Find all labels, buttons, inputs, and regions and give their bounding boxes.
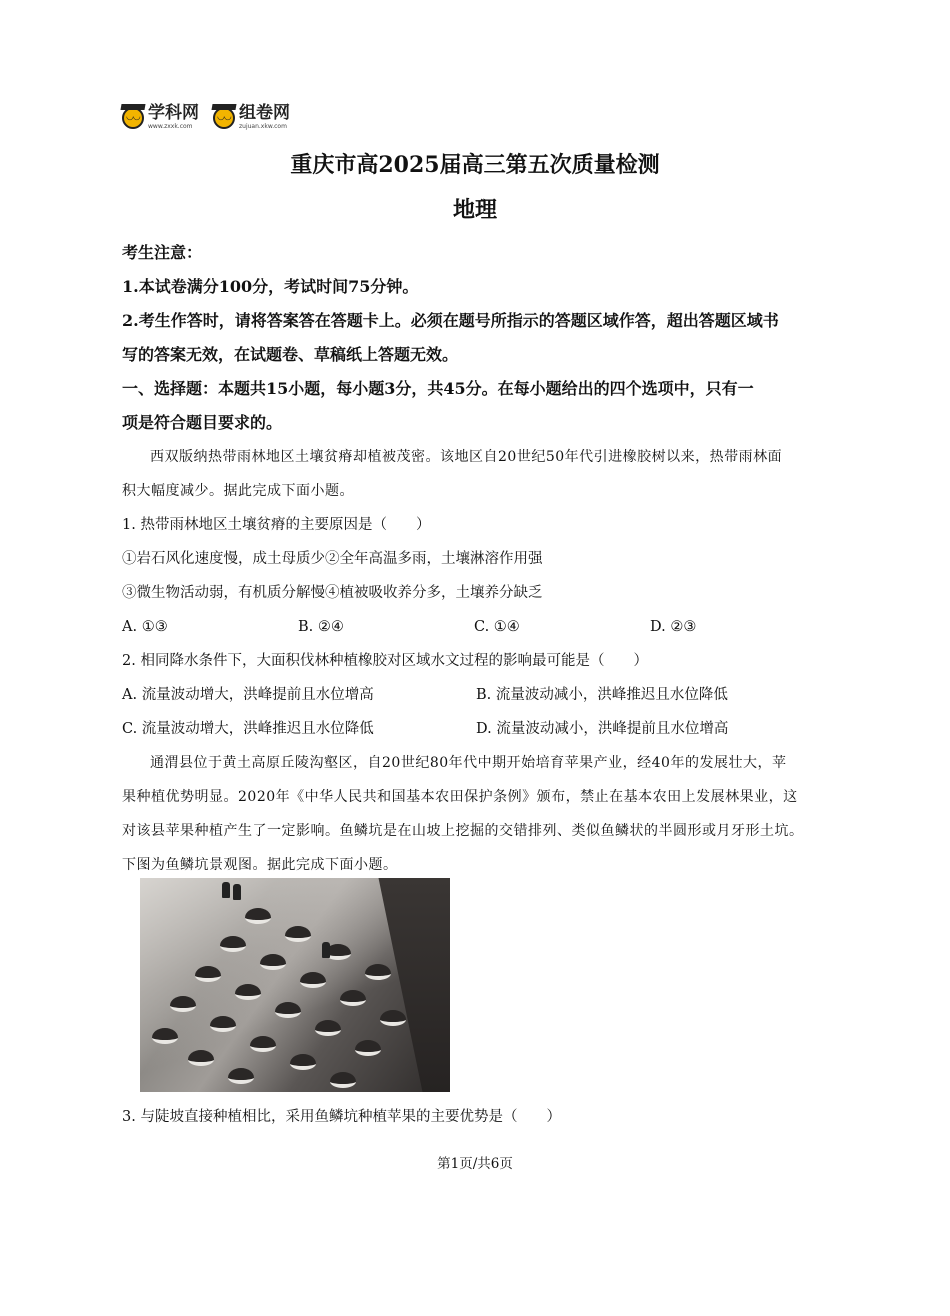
passage-2-line-1: 通渭县位于黄土高原丘陵沟壑区，自20世纪80年代中期开始培育苹果产业，经40年的发展壮大，苹 xyxy=(150,755,787,771)
question-1-statements-1: ①岩石风化速度慢，成土母质少②全年高温多雨，土壤淋溶作用强 xyxy=(122,551,543,567)
question-1-options xyxy=(122,610,832,644)
header-logos xyxy=(122,105,290,130)
question-1-statements-2: ③微生物活动弱，有机质分解慢④植被吸收养分多，土壤养分缺乏 xyxy=(122,585,543,601)
passage-1-line-2: 积大幅度减少。据此完成下面小题。 xyxy=(122,483,354,499)
passage-2-line-3: 对该县苹果种植产生了一定影响。鱼鳞坑是在山坡上挖掘的交错排列、类似鱼鳞状的半圆形或月牙形土坑。 xyxy=(122,823,804,839)
exam-title: 重庆市高2025届高三第五次质量检测 xyxy=(290,152,660,178)
option-a: A. 流量波动增大，洪峰提前且水位增高 xyxy=(122,687,374,703)
question-2-options xyxy=(122,678,832,746)
notice-item-1: 1.本试卷满分100分，考试时间75分钟。 xyxy=(122,277,419,296)
graduate-cap-icon xyxy=(122,107,144,129)
passage-2-line-2: 果种植优势明显。2020年《中华人民共和国基本农田保护条例》颁布，禁止在基本农田上发展林果业，这 xyxy=(122,789,798,805)
section-heading-line-1: 一、选择题：本题共15小题，每小题3分，共45分。在每小题给出的四个选项中，只有一 xyxy=(122,379,754,398)
question-3 xyxy=(122,1100,832,1134)
question-2-stem: 2. 相同降水条件下，大面积伐林种植橡胶对区域水文过程的影响最可能是（ ） xyxy=(122,653,648,669)
option-d: D. 流量波动减小，洪峰提前且水位增高 xyxy=(476,721,729,737)
logo-name: 组卷网 xyxy=(239,103,290,123)
section-heading-line-2: 项是符合题目要求的。 xyxy=(122,413,283,432)
logo-url: www.zxxk.com xyxy=(148,123,193,130)
option-c: C. 流量波动增大，洪峰推迟且水位降低 xyxy=(122,721,374,737)
logo-name: 学科网 xyxy=(148,103,199,123)
logo-url: zujuan.xkw.com xyxy=(239,123,287,130)
logo-zujuanwang xyxy=(213,105,290,130)
page-footer: 第1页/共6页 xyxy=(437,1156,513,1172)
option-b: B. ②④ xyxy=(298,619,344,635)
exam-subject: 地理 xyxy=(452,197,497,223)
passage-1-line-1: 西双版纳热带雨林地区土壤贫瘠却植被茂密。该地区自20世纪50年代引进橡胶树以来，热带雨林面 xyxy=(150,449,783,465)
notice-item-2-line-2: 写的答案无效，在试题卷、草稿纸上答题无效。 xyxy=(122,345,459,364)
notice-heading: 考生注意： xyxy=(122,243,203,262)
option-a: A. ①③ xyxy=(122,619,168,635)
graduate-cap-icon xyxy=(213,107,235,129)
question-1-stem: 1. 热带雨林地区土壤贫瘠的主要原因是（ ） xyxy=(122,517,431,533)
fish-scale-pit-photo xyxy=(140,878,450,1092)
exam-content xyxy=(122,236,832,882)
logo-xuekewang xyxy=(122,105,199,130)
notice-item-2-line-1: 2.考生作答时，请将答案答在答题卡上。必须在题号所指示的答题区域作答，超出答题区域书 xyxy=(122,311,779,330)
option-d: D. ②③ xyxy=(650,619,697,635)
question-3-stem: 3. 与陡坡直接种植相比，采用鱼鳞坑种植苹果的主要优势是（ ） xyxy=(122,1109,561,1125)
option-c: C. ①④ xyxy=(474,619,520,635)
passage-2-line-4: 下图为鱼鳞坑景观图。据此完成下面小题。 xyxy=(122,857,398,873)
option-b: B. 流量波动减小，洪峰推迟且水位降低 xyxy=(476,687,728,703)
